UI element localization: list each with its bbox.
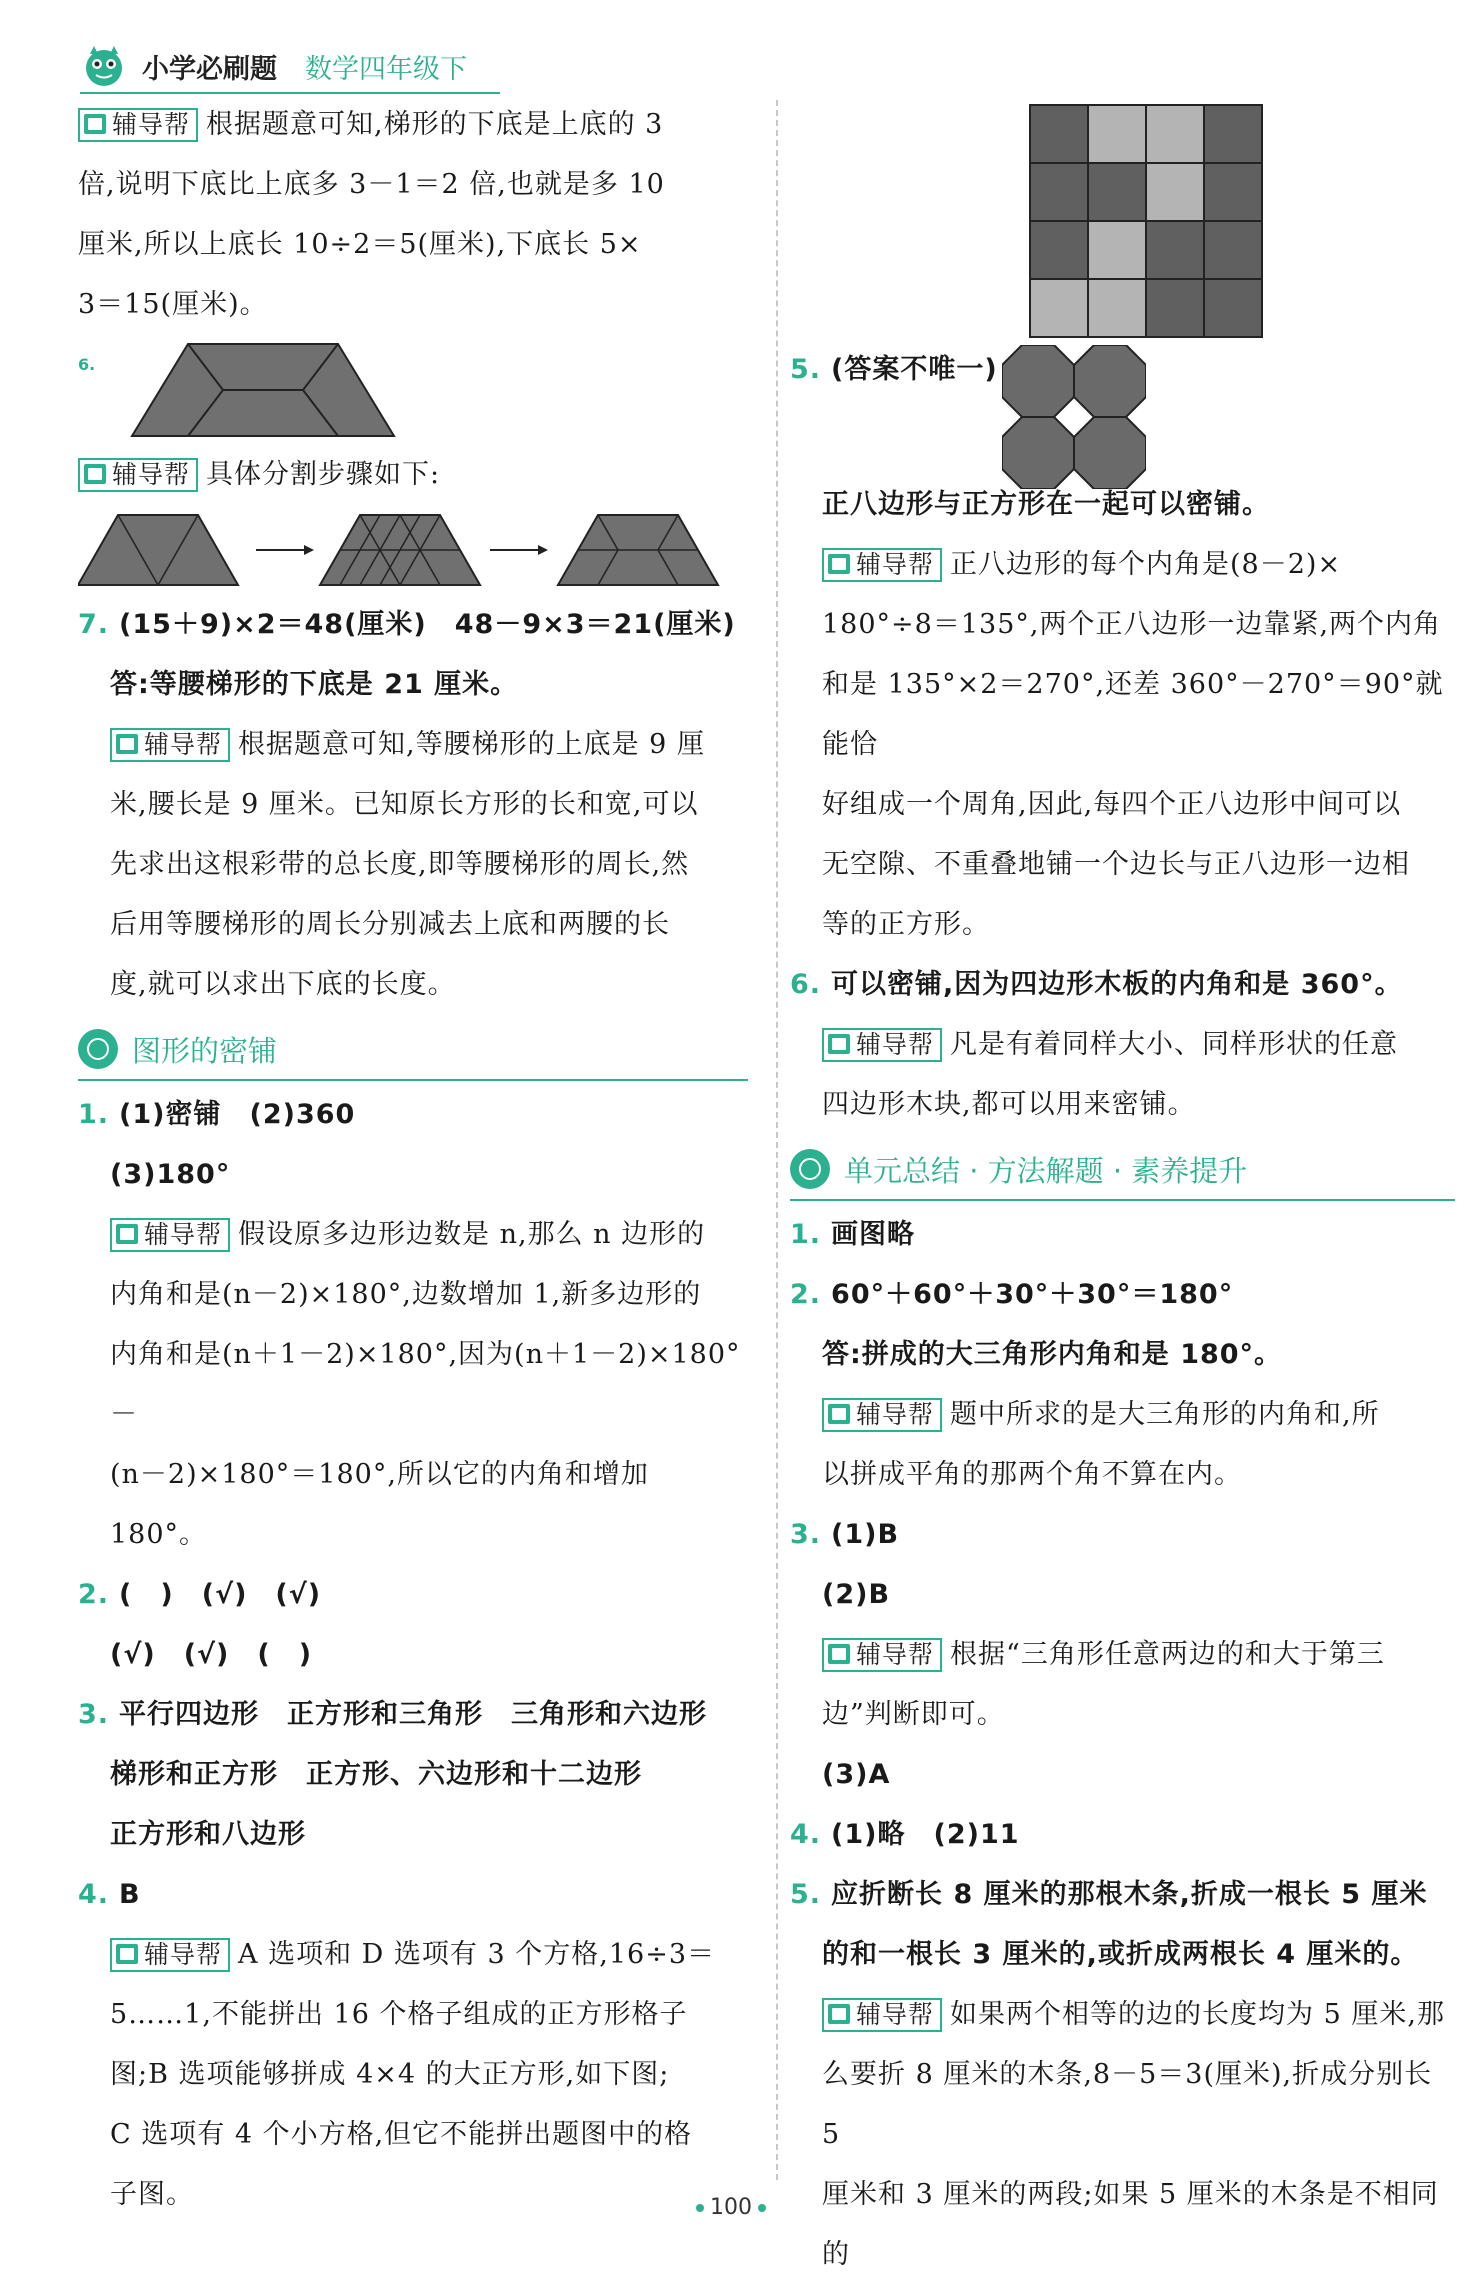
u3-help-line: 边”判断即可。	[822, 1699, 1005, 1730]
s1-help-line: 内角和是(n－2)×180°,边数增加 1,新多边形的	[110, 1279, 702, 1310]
s4-help-line: 子图。	[110, 2179, 194, 2210]
u3-answer: 3. (1)B	[790, 1519, 900, 1550]
grid-cell	[1030, 163, 1088, 221]
s2-answer-2: (√) (√) ( )	[110, 1639, 313, 1670]
u2-equation: 2. 60°＋60°＋30°＋30°＝180°	[790, 1279, 1234, 1310]
division-steps-figure	[78, 505, 748, 595]
q5-help-line: 辅导帮 根据题意可知,梯形的下底是上底的 3	[78, 95, 748, 155]
octagon-tiling-figure	[1002, 345, 1146, 489]
grid-cell	[1146, 163, 1204, 221]
u5-answer-2: 的和一根长 3 厘米的,或折成两根长 4 厘米的。	[822, 1939, 1419, 1970]
grid-cell	[1088, 105, 1146, 163]
section-title: 单元总结 · 方法解题 · 素养提升	[844, 1153, 1248, 1188]
s3-answer-line: 正方形和八边形	[110, 1819, 306, 1850]
s1-help-line: (n－2)×180°＝180°,所以它的内角和增加 180°。	[110, 1459, 649, 1550]
right-column	[790, 95, 1455, 2285]
q7-answer: 答:等腰梯形的下底是 21 厘米。	[110, 669, 519, 700]
header-subtitle: 数学四年级下	[305, 53, 467, 85]
q6-answer: 6. 可以密铺,因为四边形木板的内角和是 360°。	[790, 969, 1403, 1000]
s3-answer: 3. 平行四边形 正方形和三角形 三角形和六边形	[78, 1699, 708, 1730]
q6-help-line: 辅导帮 凡是有着同样大小、同样形状的任意	[790, 1015, 1455, 1075]
header-title: 小学必刷题	[142, 53, 277, 85]
q5-help-line: 3＝15(厘米)。	[78, 289, 268, 320]
square-grid-figure	[1028, 103, 1264, 339]
s4-help-line: 图;B 选项能够拼成 4×4 的大正方形,如下图;	[110, 2059, 670, 2090]
s1-answer-3: (3)180°	[110, 1159, 231, 1190]
s4-help-line: C 选项有 4 个小方格,但它不能拼出题图中的格	[110, 2119, 693, 2150]
dot-icon	[758, 2204, 766, 2212]
u5-help-line: 么要折 8 厘米的木条,8－5＝3(厘米),折成分别长 5	[822, 2059, 1433, 2150]
q5-title: 5. (答案不唯一)	[790, 354, 998, 385]
u3-help-line: 辅导帮 根据“三角形任意两边的和大于第三	[790, 1625, 1455, 1685]
q6-help-line: 四边形木块,都可以用来密铺。	[822, 1089, 1196, 1120]
page-header	[80, 36, 467, 96]
q5-help-line: 辅导帮 正八边形的每个内角是(8－2)×	[790, 535, 1455, 595]
grid-cell	[1030, 221, 1088, 279]
q7-help-line: 后用等腰梯形的周长分别减去上底和两腰的长	[110, 909, 670, 940]
s1-answer: 1. (1)密铺 (2)360	[78, 1099, 356, 1130]
grid-cell	[1204, 221, 1262, 279]
u5-answer: 5. 应折断长 8 厘米的那根木条,折成一根长 5 厘米	[790, 1879, 1428, 1910]
q6-help: 辅导帮 具体分割步骤如下:	[78, 445, 748, 505]
mascot-icon	[80, 42, 128, 90]
grid-cell	[1146, 105, 1204, 163]
q5-help-line: 厘米,所以上底长 10÷2＝5(厘米),下底长 5×	[78, 229, 642, 260]
section-header-tessellation	[78, 1019, 748, 1081]
grid-cell	[1204, 163, 1262, 221]
grid-cell	[1146, 279, 1204, 337]
grid-cell	[1088, 279, 1146, 337]
u3-answer-2: (2)B	[822, 1579, 891, 1610]
q6-number: 6.	[78, 355, 96, 374]
help-badge: 辅导帮	[110, 728, 230, 762]
section-title: 图形的密铺	[132, 1033, 278, 1068]
help-badge: 辅导帮	[822, 1638, 942, 1672]
s3-answer-line: 梯形和正方形 正方形、六边形和十二边形	[110, 1759, 642, 1790]
trapezoid-figure	[128, 340, 398, 440]
q7-help-line: 先求出这根彩带的总长度,即等腰梯形的周长,然	[110, 849, 690, 880]
q7-help-line: 米,腰长是 9 厘米。已知原长方形的长和宽,可以	[110, 789, 699, 820]
help-badge: 辅导帮	[822, 1398, 942, 1432]
u5-help-line: 辅导帮 如果两个相等的边的长度均为 5 厘米,那	[790, 1985, 1455, 2045]
s1-help-line: 内角和是(n＋1－2)×180°,因为(n＋1－2)×180°－	[110, 1339, 741, 1430]
q6-block	[78, 335, 748, 445]
s4-help-line: 5……1,不能拼出 16 个格子组成的正方形格子	[110, 1999, 688, 2030]
q5-help-line: 无空隙、不重叠地铺一个边长与正八边形一边相	[822, 849, 1410, 880]
q5-help-line: 和是 135°×2＝270°,还差 360°－270°＝90°就能恰	[822, 669, 1444, 760]
help-badge: 辅导帮	[822, 1028, 942, 1062]
grid-figure-block	[790, 95, 1455, 340]
s2-answer: 2. ( ) (√) (√)	[78, 1579, 322, 1610]
u1-answer: 1. 画图略	[790, 1219, 916, 1250]
header-rule	[80, 92, 500, 94]
u2-help-line: 以拼成平角的那两个角不算在内。	[822, 1459, 1242, 1490]
q5-help-line: 好组成一个周角,因此,每四个正八边形中间可以	[822, 789, 1402, 820]
section-header-unit-summary	[790, 1139, 1455, 1201]
grid-cell	[1088, 221, 1146, 279]
trapezoid-steps	[78, 505, 748, 595]
section-icon	[78, 1029, 118, 1069]
s1-help-line: 辅导帮 假设原多边形边数是 n,那么 n 边形的	[78, 1205, 748, 1265]
grid-cell	[1204, 279, 1262, 337]
grid-cell	[1088, 163, 1146, 221]
u5-help-line: 厘米和 3 厘米的两段;如果 5 厘米的木条是不相同的	[822, 2179, 1439, 2270]
help-badge: 辅导帮	[110, 1938, 230, 1972]
q7-equation: 7. (15＋9)×2＝48(厘米) 48－9×3＝21(厘米)	[78, 609, 736, 640]
s4-help-line: 辅导帮 A 选项和 D 选项有 3 个方格,16÷3＝	[78, 1925, 748, 1985]
page-number: 100	[690, 2195, 772, 2220]
u3-answer-3: (3)A	[822, 1759, 891, 1790]
q5-help-line: 180°÷8＝135°,两个正八边形一边靠紧,两个内角	[822, 609, 1442, 640]
q5-help-line: 等的正方形。	[822, 909, 990, 940]
help-badge: 辅导帮	[78, 458, 198, 492]
q5-answer: 正八边形与正方形在一起可以密铺。	[822, 489, 1270, 520]
grid-cell	[1204, 105, 1262, 163]
help-badge: 辅导帮	[110, 1218, 230, 1252]
q5-block	[790, 340, 1455, 475]
u4-answer: 4. (1)略 (2)11	[790, 1819, 1020, 1850]
q5-help-line: 倍,说明下底比上底多 3－1＝2 倍,也就是多 10	[78, 169, 665, 200]
section-icon	[790, 1149, 830, 1189]
column-divider	[776, 100, 778, 2180]
help-badge: 辅导帮	[78, 108, 198, 142]
q7-help-line: 度,就可以求出下底的长度。	[110, 969, 456, 1000]
help-badge: 辅导帮	[822, 548, 942, 582]
grid-cell	[1146, 221, 1204, 279]
q7-help-line: 辅导帮 根据题意可知,等腰梯形的上底是 9 厘	[78, 715, 748, 775]
grid-cell	[1030, 105, 1088, 163]
u2-help-line: 辅导帮 题中所求的是大三角形的内角和,所	[790, 1385, 1455, 1445]
help-badge: 辅导帮	[822, 1998, 942, 2032]
grid-cell	[1030, 279, 1088, 337]
dot-icon	[696, 2204, 704, 2212]
left-column	[78, 95, 748, 2225]
u2-answer: 答:拼成的大三角形内角和是 180°。	[822, 1339, 1283, 1370]
s4-answer: 4. B	[78, 1879, 141, 1910]
